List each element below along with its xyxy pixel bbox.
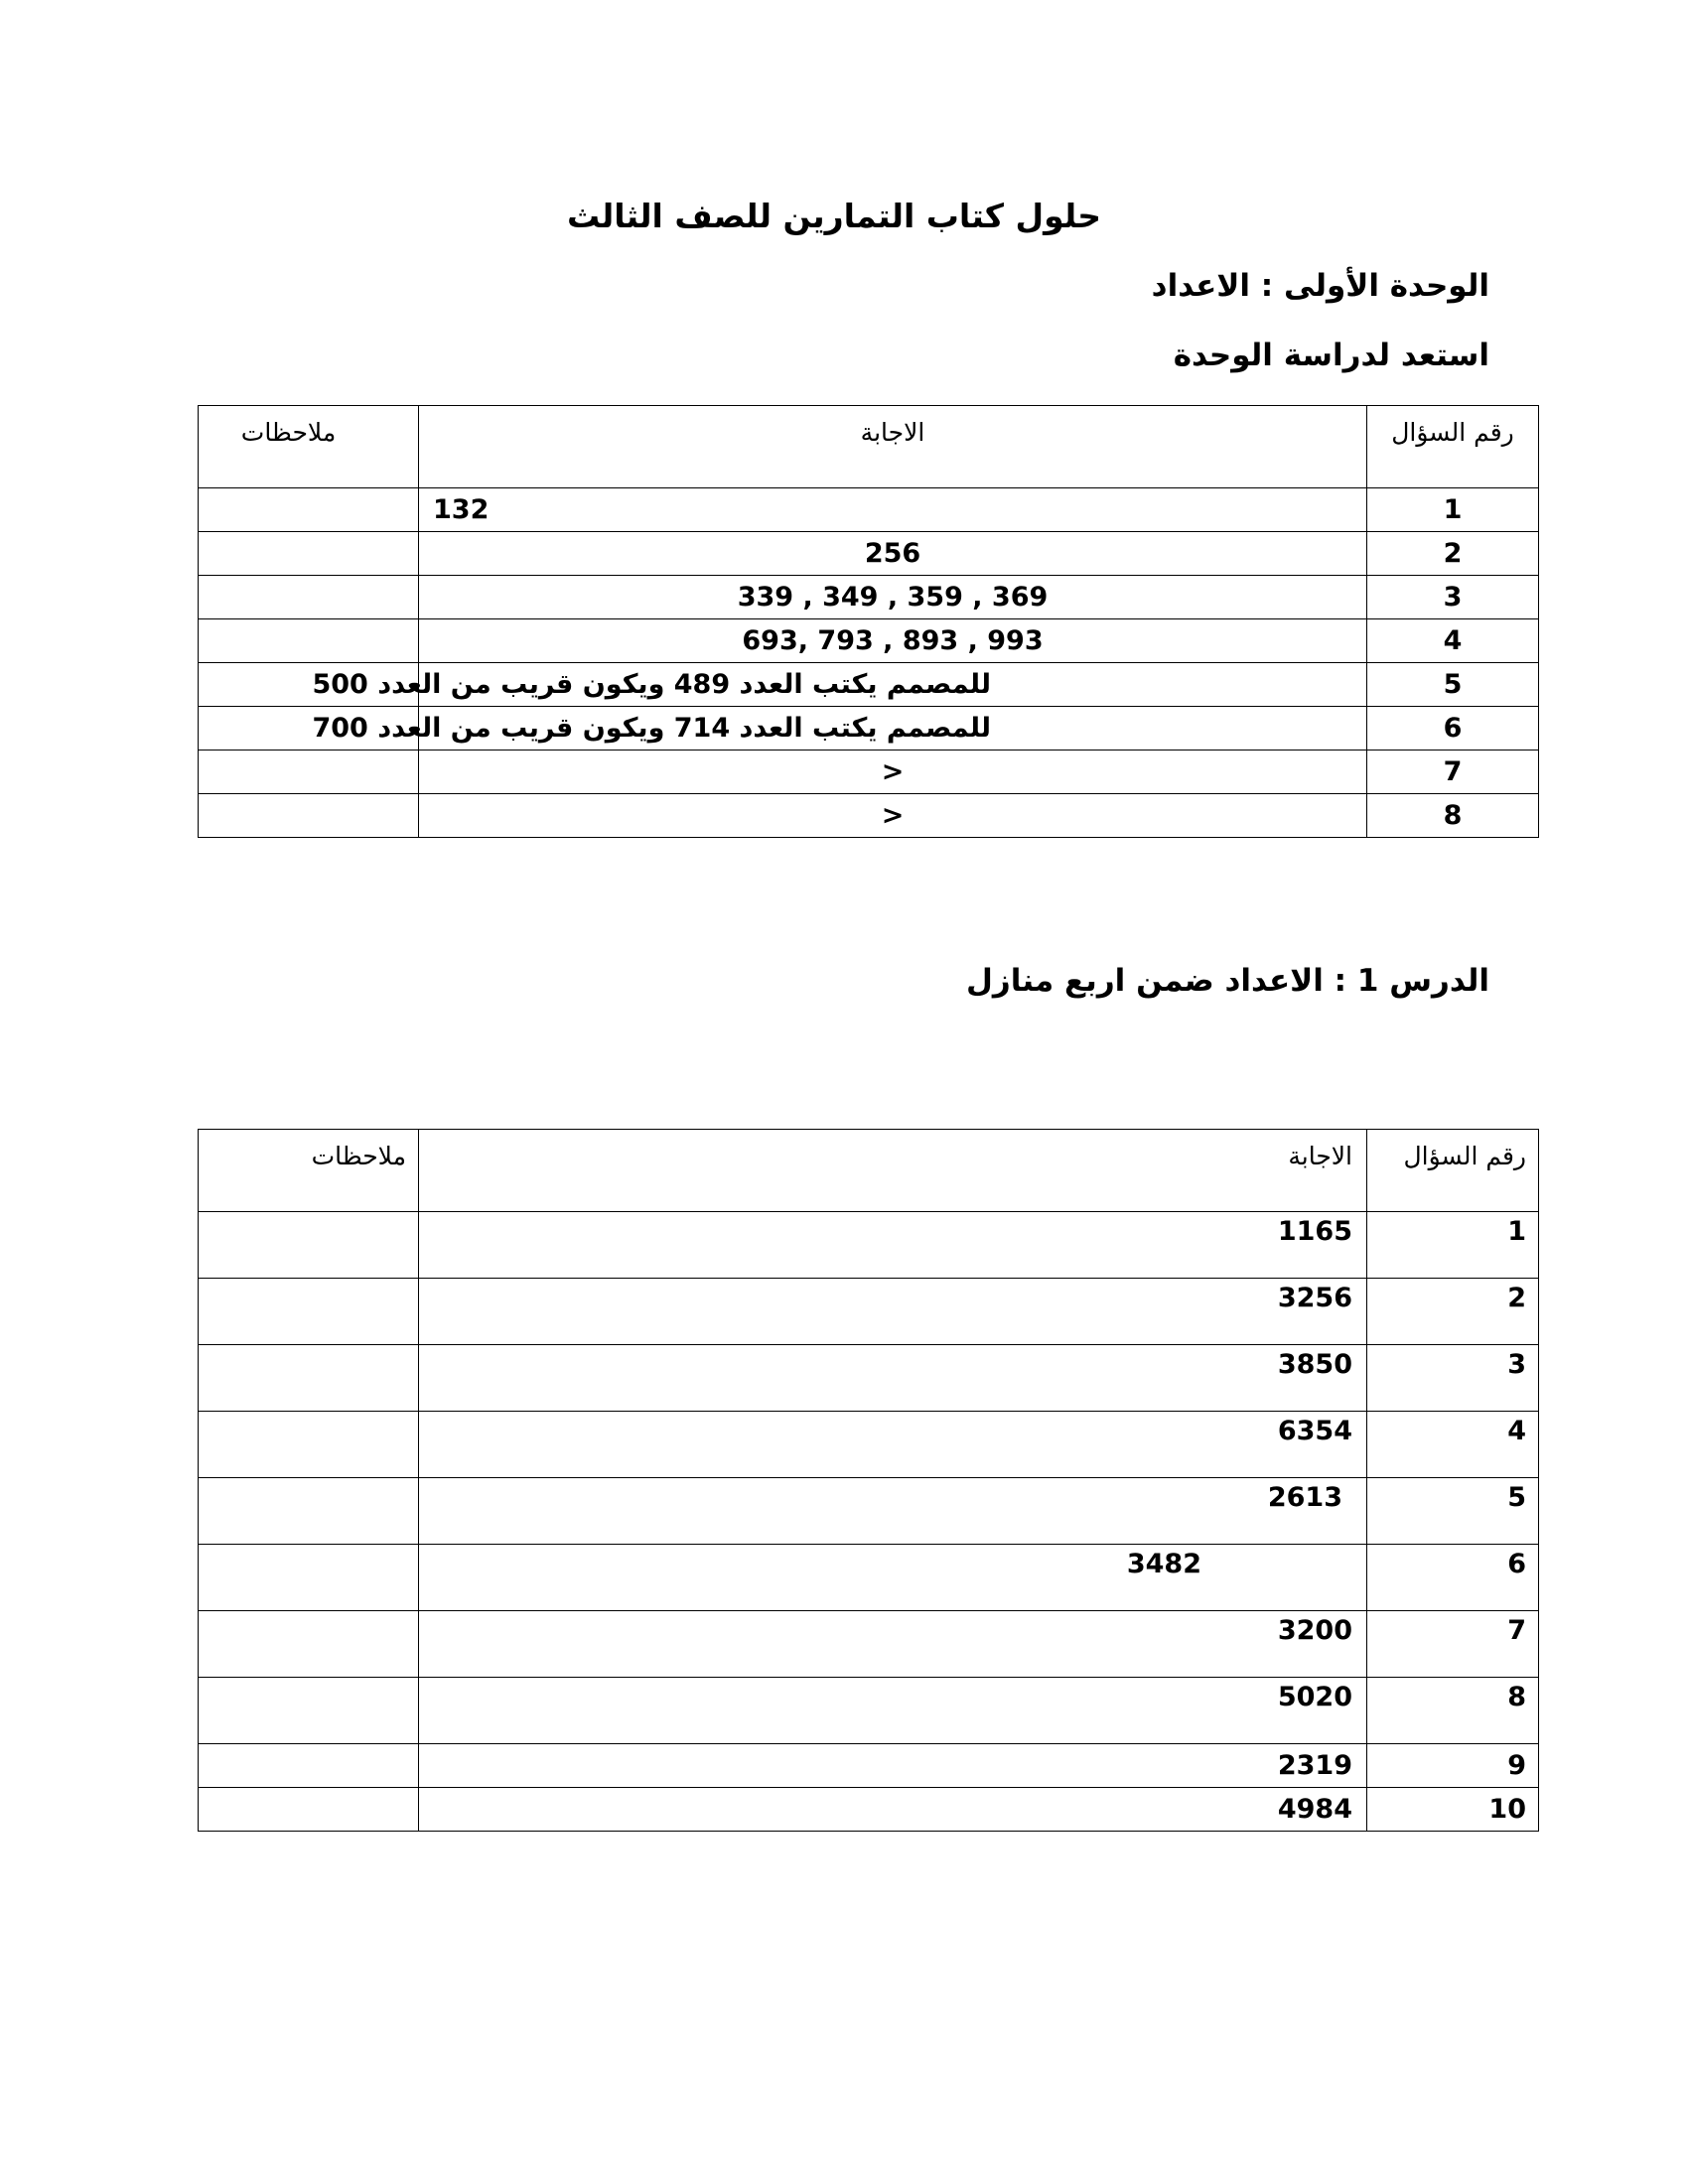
table-row	[199, 532, 1539, 576]
table-header-row	[199, 406, 1539, 488]
question-number-cell: 3	[1367, 1345, 1539, 1412]
notes-cell	[199, 532, 419, 576]
answer-cell: 693, 793 , 893 , 993	[419, 619, 1367, 663]
page-title: حلول كتاب التمارين للصف الثالث	[566, 197, 1102, 235]
notes-cell	[199, 1678, 419, 1744]
answer-cell: 339 , 349 , 359 , 369	[419, 576, 1367, 619]
notes-cell	[199, 576, 419, 619]
notes-cell	[199, 1545, 419, 1611]
table-row	[199, 751, 1539, 794]
notes-header: ملاحظات	[199, 406, 419, 488]
notes-cell	[199, 1345, 419, 1412]
answer-cell: >	[419, 794, 1367, 838]
notes-cell	[199, 1478, 419, 1545]
answer-cell: 3200	[419, 1611, 1367, 1678]
notes-header: ملاحظات	[199, 1130, 419, 1212]
answer-cell: 3850	[419, 1345, 1367, 1412]
unit-prep-answers-table	[198, 405, 1539, 838]
notes-cell	[199, 1279, 419, 1345]
notes-cell	[199, 1788, 419, 1832]
table-row	[199, 707, 1539, 751]
notes-cell	[199, 1744, 419, 1788]
unit-heading: الوحدة الأولى : الاعداد	[1151, 268, 1489, 304]
question-number-cell: 3	[1367, 576, 1539, 619]
question-number-cell: 5	[1367, 1478, 1539, 1545]
question-number-cell: 2	[1367, 1279, 1539, 1345]
prep-heading: استعد لدراسة الوحدة	[1173, 338, 1489, 373]
lesson-1-answers-table	[198, 1129, 1539, 1832]
table-row	[199, 488, 1539, 532]
answer-cell: 2613	[419, 1478, 1367, 1545]
table-row	[199, 1212, 1539, 1279]
answer-cell: 3482	[419, 1545, 1367, 1611]
notes-cell	[199, 619, 419, 663]
question-number-cell: 7	[1367, 1611, 1539, 1678]
question-number-cell: 6	[1367, 1545, 1539, 1611]
table-row	[199, 794, 1539, 838]
answer-cell: >	[419, 751, 1367, 794]
notes-cell	[199, 751, 419, 794]
answer-cell: للمصمم يكتب العدد 489 ويكون قريب من العدد 500	[419, 663, 1367, 707]
table-row	[199, 1345, 1539, 1412]
question-number-cell: 2	[1367, 532, 1539, 576]
answer-cell: 5020	[419, 1678, 1367, 1744]
question-number-header: رقم السؤال	[1367, 406, 1539, 488]
answer-header: الاجابة	[419, 1130, 1367, 1212]
question-number-cell: 7	[1367, 751, 1539, 794]
answer-cell: 2319	[419, 1744, 1367, 1788]
answer-cell: 256	[419, 532, 1367, 576]
lesson-heading: الدرس 1 : الاعداد ضمن اربع منازل	[965, 963, 1489, 999]
answer-cell: 4984	[419, 1788, 1367, 1832]
answer-cell: 3256	[419, 1279, 1367, 1345]
question-number-header: رقم السؤال	[1367, 1130, 1539, 1212]
answer-cell: 6354	[419, 1412, 1367, 1478]
question-number-cell: 10	[1367, 1788, 1539, 1832]
question-number-cell: 4	[1367, 619, 1539, 663]
notes-cell	[199, 1611, 419, 1678]
table-row	[199, 1412, 1539, 1478]
table-row	[199, 1744, 1539, 1788]
table-row	[199, 1788, 1539, 1832]
table-row	[199, 1279, 1539, 1345]
table-row	[199, 1545, 1539, 1611]
question-number-cell: 5	[1367, 663, 1539, 707]
question-number-cell: 8	[1367, 794, 1539, 838]
notes-cell	[199, 1212, 419, 1279]
table-row	[199, 663, 1539, 707]
table-row	[199, 619, 1539, 663]
notes-cell	[199, 488, 419, 532]
question-number-cell: 8	[1367, 1678, 1539, 1744]
question-number-cell: 1	[1367, 488, 1539, 532]
question-number-cell: 4	[1367, 1412, 1539, 1478]
table-row	[199, 576, 1539, 619]
notes-cell	[199, 794, 419, 838]
answer-cell: 132	[419, 488, 1367, 532]
question-number-cell: 6	[1367, 707, 1539, 751]
table-header-row	[199, 1130, 1539, 1212]
answer-cell: للمصمم يكتب العدد 714 ويكون قريب من العدد 700	[419, 707, 1367, 751]
table-row	[199, 1611, 1539, 1678]
answer-header: الاجابة	[419, 406, 1367, 488]
notes-cell	[199, 1412, 419, 1478]
table-row	[199, 1678, 1539, 1744]
table-row	[199, 1478, 1539, 1545]
answer-cell: 1165	[419, 1212, 1367, 1279]
question-number-cell: 1	[1367, 1212, 1539, 1279]
question-number-cell: 9	[1367, 1744, 1539, 1788]
